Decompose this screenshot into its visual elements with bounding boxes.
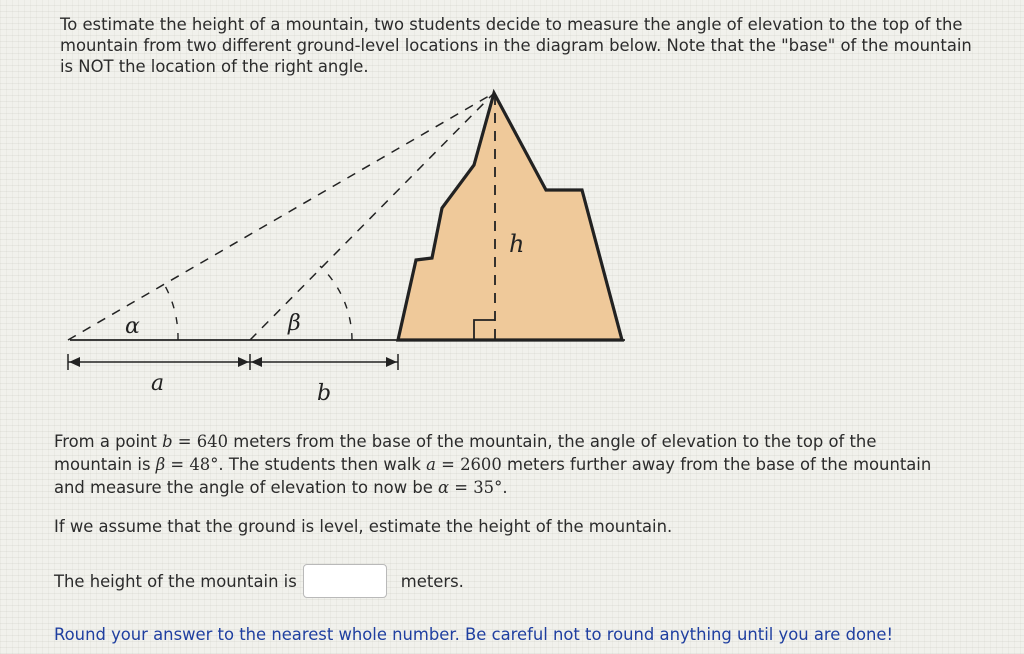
answer-suffix: meters. bbox=[400, 571, 464, 591]
answer-row bbox=[54, 561, 464, 601]
arrow-b-left bbox=[251, 357, 262, 367]
mountain-shape bbox=[398, 93, 622, 340]
b-label: b bbox=[317, 381, 332, 406]
arrow-a-left bbox=[69, 357, 80, 367]
rounding-hint: Round your answer to the nearest whole number. Be careful not to round anything until you are done! bbox=[54, 625, 894, 644]
angle-arc-beta bbox=[320, 266, 352, 340]
arrow-b-right bbox=[386, 357, 397, 367]
given-information: From a point b = 640 meters from the base of the mountain, the angle of elevation to the top of the mountain is β = 48°. The students then walk a = 2600 meters further away from the base of the mountain and measure the angle of elevation to now be α = 35°. bbox=[54, 432, 932, 497]
alpha-label: α bbox=[125, 314, 140, 339]
mountain-diagram bbox=[0, 80, 1024, 420]
a-label: a bbox=[151, 371, 165, 396]
angle-arc-alpha bbox=[164, 284, 178, 340]
arrow-a-right bbox=[238, 357, 249, 367]
problem-intro: To estimate the height of a mountain, two students decide to measure the angle of elevation to the top of the mountain from two different ground-level locations in the diagram below. Note that the "base" of the mountain is NOT the location of the right angle. bbox=[60, 15, 972, 76]
question-text: If we assume that the ground is level, estimate the height of the mountain. bbox=[54, 517, 673, 536]
height-answer-input[interactable] bbox=[303, 564, 387, 598]
answer-prefix: The height of the mountain is bbox=[54, 571, 297, 591]
h-label: h bbox=[509, 230, 525, 258]
beta-label: β bbox=[288, 311, 301, 336]
